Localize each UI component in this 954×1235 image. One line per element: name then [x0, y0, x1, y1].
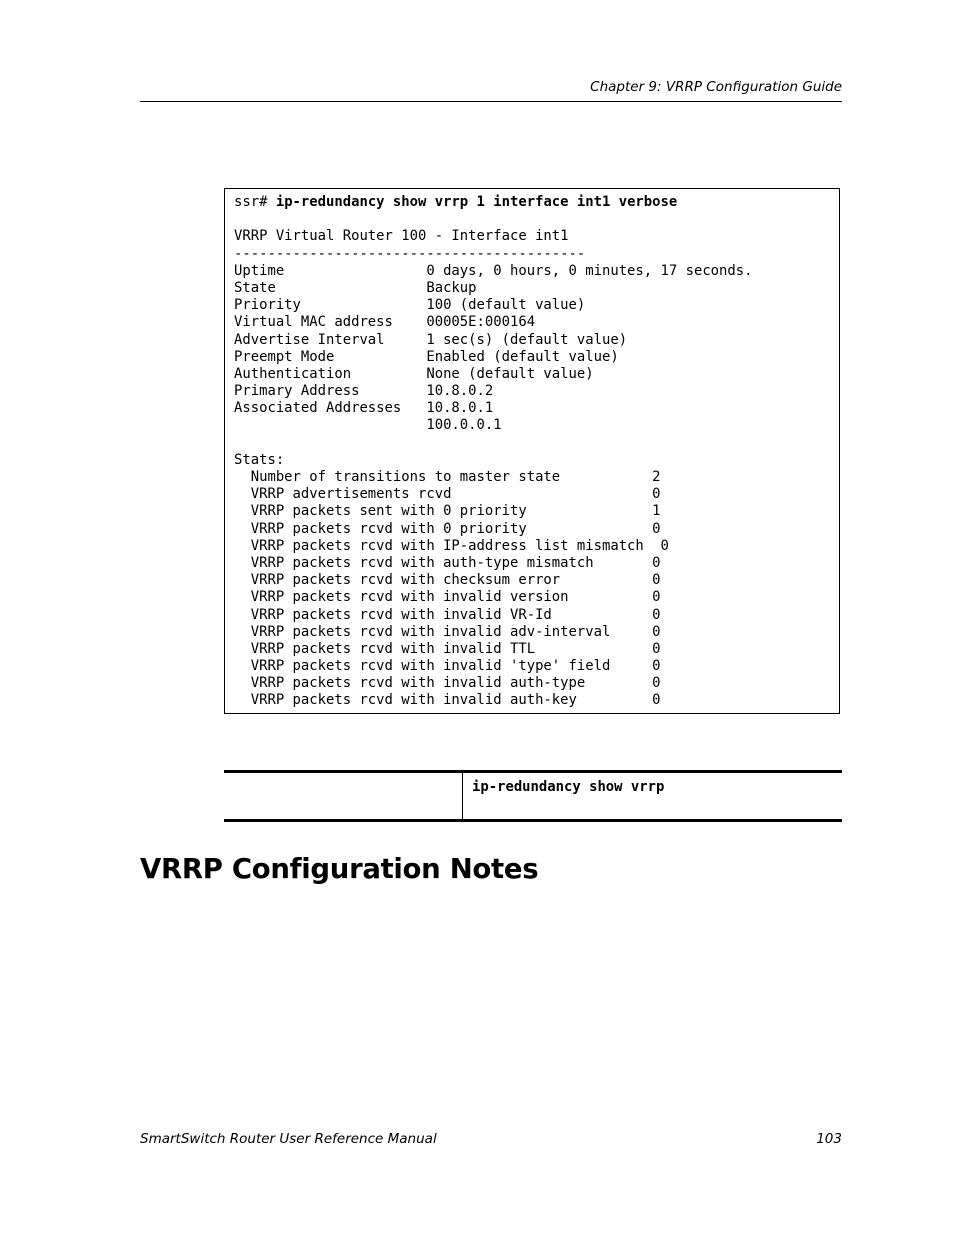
code-line: Number of transitions to master state 2: [234, 469, 661, 485]
code-example-box: [224, 188, 840, 714]
code-line: VRRP packets rcvd with IP-address list mismatch 0: [234, 537, 669, 554]
code-output: [234, 211, 753, 709]
code-line: VRRP packets rcvd with invalid auth-key 0: [234, 692, 661, 709]
code-line: 100.0.0.1: [234, 417, 502, 434]
code-line: [234, 211, 753, 228]
command-reference-table: [224, 770, 842, 822]
code-line: VRRP packets sent with 0 priority 1: [234, 503, 661, 520]
code-line: VRRP packets rcvd with invalid version 0: [234, 589, 661, 606]
code-line: Advertise Interval 1 sec(s) (default value): [234, 331, 628, 348]
code-line: VRRP packets rcvd with auth-type mismatch 0: [234, 554, 661, 571]
code-line: VRRP packets rcvd with invalid TTL 0: [234, 640, 661, 657]
command-line: [234, 194, 753, 211]
manual-title: SmartSwitch Router User Reference Manual: [140, 1131, 437, 1147]
code-line: VRRP packets rcvd with invalid adv-interval 0: [234, 623, 661, 640]
code-line: Stats:: [234, 451, 285, 468]
reference-command: ip-redundancy show vrrp: [472, 779, 665, 795]
code-block: [234, 194, 753, 710]
chapter-title: Chapter 9: VRRP Configuration Guide: [590, 79, 842, 95]
code-line: VRRP Virtual Router 100 - Interface int1: [234, 228, 569, 245]
reference-label-cell: [224, 773, 463, 819]
cli-command: ip-redundancy show vrrp 1 interface int1 verbose: [275, 194, 678, 210]
code-line: Primary Address 10.8.0.2: [234, 383, 494, 400]
code-line: VRRP packets rcvd with invalid 'type' field 0: [234, 658, 661, 675]
code-line: State Backup: [234, 279, 477, 296]
code-line: Associated Addresses 10.8.0.1: [234, 400, 494, 417]
code-line: ------------------------------------------: [234, 245, 586, 262]
code-line: Uptime 0 days, 0 hours, 0 minutes, 17 seconds.: [234, 262, 753, 279]
section-heading: VRRP Configuration Notes: [140, 853, 539, 885]
header-divider: [140, 101, 842, 102]
code-line: VRRP packets rcvd with checksum error 0: [234, 572, 661, 589]
code-line: Priority 100 (default value): [234, 297, 586, 314]
page-number: 103: [816, 1131, 842, 1147]
cli-prompt: ssr#: [234, 194, 276, 210]
code-line: [234, 435, 753, 452]
code-line: VRRP advertisements rcvd 0: [234, 486, 661, 503]
code-line: VRRP packets rcvd with 0 priority 0: [234, 520, 661, 537]
code-line: VRRP packets rcvd with invalid auth-type 0: [234, 675, 661, 692]
code-line: Authentication None (default value): [234, 365, 594, 382]
code-line: Virtual MAC address 00005E:000164: [234, 314, 536, 331]
code-line: Preempt Mode Enabled (default value): [234, 348, 619, 365]
code-line: VRRP packets rcvd with invalid VR-Id 0: [234, 606, 661, 623]
